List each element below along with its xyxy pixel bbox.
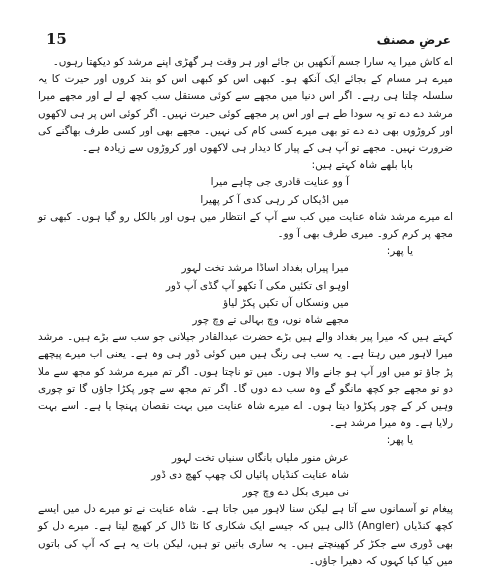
verse-line: میں اڈیکاں کر رہی کدی آ کر پھیرا (200, 193, 349, 206)
verse-line: میں ونسکاں آں تکیں پکڑ لیاؤ (223, 296, 349, 309)
verse-line: مجھے شاہ نوں، وچ بہالی تے وچ چور (192, 314, 349, 327)
page-number: 15 (46, 30, 67, 48)
page-header (38, 30, 453, 48)
verse-intro: یا پھر: (386, 434, 413, 447)
paragraph: اے میرے مرشد شاہ عنایت میں کب سے آپ کے انتظار میں ہوں اور بالکل رو گیا ہوں۔ کبھی تو مجھ پر کرم کرو۔ میری طرف بھی آ وو۔ (38, 210, 453, 241)
verse-line: نی میری بکل دے وچ چور (242, 486, 349, 499)
paragraph: میرے ہر مسام کے بجائے ایک آنکھ ہو۔ کبھی اس کو کبھی اس کو بند کروں اور حیرت کا یہ سلسلہ چلتا ہی رہے۔ اگر اس دنیا میں مجھے سے کوئی مستقل سب کچھ لے لے اور مجھے میرا مرشد دے دے تو یہ سودا طے ہے اور اس پر مجھے کوئی حیرت نہیں۔ اگر کوئی اس پر ہی لاکھوں اور کروڑوں بھی دے دے تو بھی میرے کسی کام کی نہیں۔ مجھے بھی اور کسی طرف بھاگنے کی ضرورت نہیں۔ مجھے تو آپ ہی کے پیار کا دیدار ہی لاکھوں اور کروڑوں سے زیادہ ہے۔ (38, 73, 453, 155)
verse-line: عرش منور ملیاں بانگاں سنیاں تخت لہور (171, 451, 349, 464)
paragraph: اے کاش میرا یہ سارا جسم آنکھیں بن جائے اور ہر وقت ہر گھڑی اپنے مرشد کو دیکھتا رہوں۔ (52, 56, 453, 68)
verse-line: آ وو عنایت قادری جی چاہے میرا (210, 176, 349, 189)
verse-line: اوہو ای تکئیں مکی آ تکھو آپ گڈی آپ ڈور (165, 279, 349, 292)
verse-line: شاہ عنایت کنڈیاں پائیاں لک چھپ کھچ دی ڈور (151, 468, 349, 481)
running-head: عرضِ مصنف (376, 33, 451, 47)
verse-intro: بابا بلھے شاہ کہتے ہیں: (311, 159, 413, 172)
paragraph: پیغام تو آسمانوں سے آتا ہے لیکن سنا لاہور میں جاتا ہے۔ شاہ عنایت نے تو میرے دل میں ایسے کچھ کنڈیاں (Angler) ڈالی ہیں کہ جیسے ایک شکاری کا نٹا ڈال کر کھیچ لیتا ہے۔ میرے دل کو بھی ڈوری سے جکڑ کر کھینچتے ہیں۔ یہ ساری باتیں تو ہیں، لیکن بات یہ ہے کہ آپ کی باتوں میں کیا کیا کہوں کہ دھیرا جاؤں۔ (38, 503, 453, 567)
paragraph: کہتے ہیں کہ میرا پیر بغداد والے ہیں بڑے حضرت عبدالقادر جیلانی جو سب سے بڑے ہیں۔ مرشد میرا لاہور میں رہتا ہے۔ یہ سب ہی رنگ ہیں میں کوئی ڈور ہی وہ ہے۔ یعنی اب میرے پیچھے پڑ جاؤ تو میں اور آپ ہو جانے والا ہوں۔ میں تو ناچتا ہوں۔ اگر تم میرے مرشد کو مجھ سے ملا دو تو مجھے جو کچھ مانگو گے وہ سب دے دوں گا۔ اگر تم مجھ سے چور پکڑا جاؤں گا تو چوری وہیں کر کے چور پکڑوا دیتا ہوں۔ اے میرے شاہ عنایت میں بہت نقصان پہنچا یا ہے۔ اسے بہت رلایا ہے۔ وہ میرا مرشد ہے۔ (38, 331, 453, 430)
verse-intro: یا پھر: (386, 245, 413, 258)
verse-line: میرا پیراں بغداد اساڈا مرشد تخت لہور (181, 262, 349, 275)
